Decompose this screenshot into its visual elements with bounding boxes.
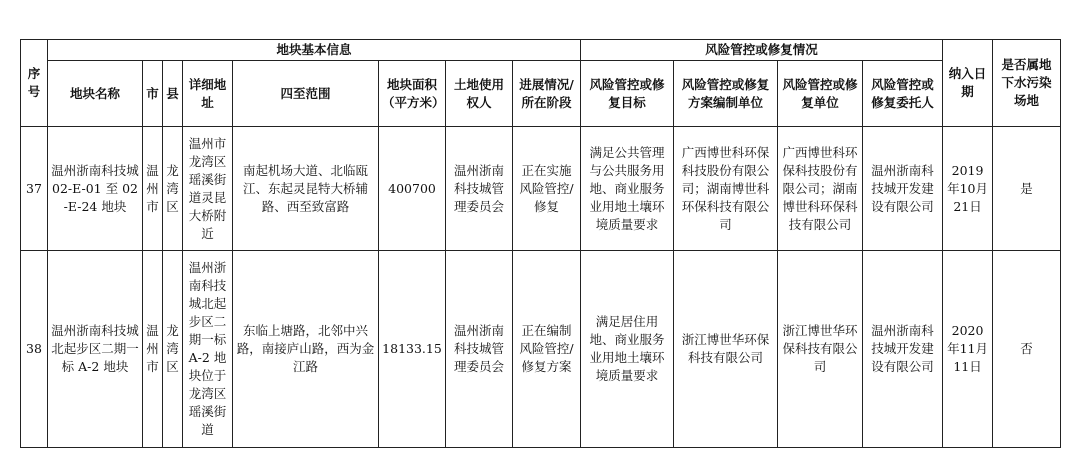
table-row — [21, 251, 1061, 448]
cell-date: 2020年11月11日 — [943, 251, 993, 448]
site-table — [20, 39, 1061, 448]
cell-seq: 37 — [21, 127, 48, 251]
cell-county: 龙湾区 — [163, 251, 183, 448]
header-repair-unit: 风险管控或修复单位 — [778, 61, 863, 127]
header-risk-info: 风险管控或修复情况 — [581, 40, 943, 61]
cell-area: 18133.15 — [379, 251, 446, 448]
cell-groundwater: 是 — [993, 127, 1061, 251]
cell-goal: 满足居住用地、商业服务业用地土壤环境质量要求 — [581, 251, 674, 448]
header-progress: 进展情况/所在阶段 — [513, 61, 581, 127]
header-owner: 土地使用权人 — [446, 61, 513, 127]
header-goal: 风险管控或修复目标 — [581, 61, 674, 127]
header-client: 风险管控或修复委托人 — [863, 61, 943, 127]
cell-progress: 正在编制风险管控/修复方案 — [513, 251, 581, 448]
header-basic-info: 地块基本信息 — [48, 40, 581, 61]
cell-repair-unit: 广西博世科环保科技股份有限公司；湖南博世科环保科技有限公司 — [778, 127, 863, 251]
cell-city: 温州市 — [143, 251, 163, 448]
header-city: 市 — [143, 61, 163, 127]
header-seq: 序号 — [21, 40, 48, 127]
header-groundwater: 是否属地下水污染场地 — [993, 40, 1061, 127]
cell-name: 温州浙南科技城 02-E-01 至 02-E-24 地块 — [48, 127, 143, 251]
cell-name: 温州浙南科技城北起步区二期一标 A-2 地块 — [48, 251, 143, 448]
header-group-row — [21, 40, 1061, 61]
header-area: 地块面积（平方米） — [379, 61, 446, 127]
header-address: 详细地址 — [183, 61, 233, 127]
header-name: 地块名称 — [48, 61, 143, 127]
cell-groundwater: 否 — [993, 251, 1061, 448]
cell-boundary: 南起机场大道、北临瓯江、东起灵昆特大桥辅路、西至致富路 — [233, 127, 379, 251]
cell-city: 温州市 — [143, 127, 163, 251]
table-row — [21, 127, 1061, 251]
cell-area: 400700 — [379, 127, 446, 251]
cell-owner: 温州浙南科技城管理委员会 — [446, 127, 513, 251]
cell-client: 温州浙南科技城开发建设有限公司 — [863, 127, 943, 251]
cell-address: 温州浙南科技城北起步区二期一标 A-2 地块位于龙湾区瑶溪街道 — [183, 251, 233, 448]
cell-plan-unit: 浙江博世华环保科技有限公司 — [674, 251, 778, 448]
cell-goal: 满足公共管理与公共服务用地、商业服务业用地土壤环境质量要求 — [581, 127, 674, 251]
header-row — [21, 61, 1061, 127]
cell-date: 2019年10月21日 — [943, 127, 993, 251]
cell-county: 龙湾区 — [163, 127, 183, 251]
cell-client: 温州浙南科技城开发建设有限公司 — [863, 251, 943, 448]
header-boundary: 四至范围 — [233, 61, 379, 127]
header-county: 县 — [163, 61, 183, 127]
cell-seq: 38 — [21, 251, 48, 448]
header-date: 纳入日期 — [943, 40, 993, 127]
cell-boundary: 东临上塘路，北邻中兴路，南接庐山路，西为金江路 — [233, 251, 379, 448]
cell-progress: 正在实施风险管控/修复 — [513, 127, 581, 251]
header-plan-unit: 风险管控或修复方案编制单位 — [674, 61, 778, 127]
cell-address: 温州市龙湾区瑶溪街道灵昆大桥附近 — [183, 127, 233, 251]
cell-plan-unit: 广西博世科环保科技股份有限公司；湖南博世科环保科技有限公司 — [674, 127, 778, 251]
cell-repair-unit: 浙江博世华环保科技有限公司 — [778, 251, 863, 448]
cell-owner: 温州浙南科技城管理委员会 — [446, 251, 513, 448]
